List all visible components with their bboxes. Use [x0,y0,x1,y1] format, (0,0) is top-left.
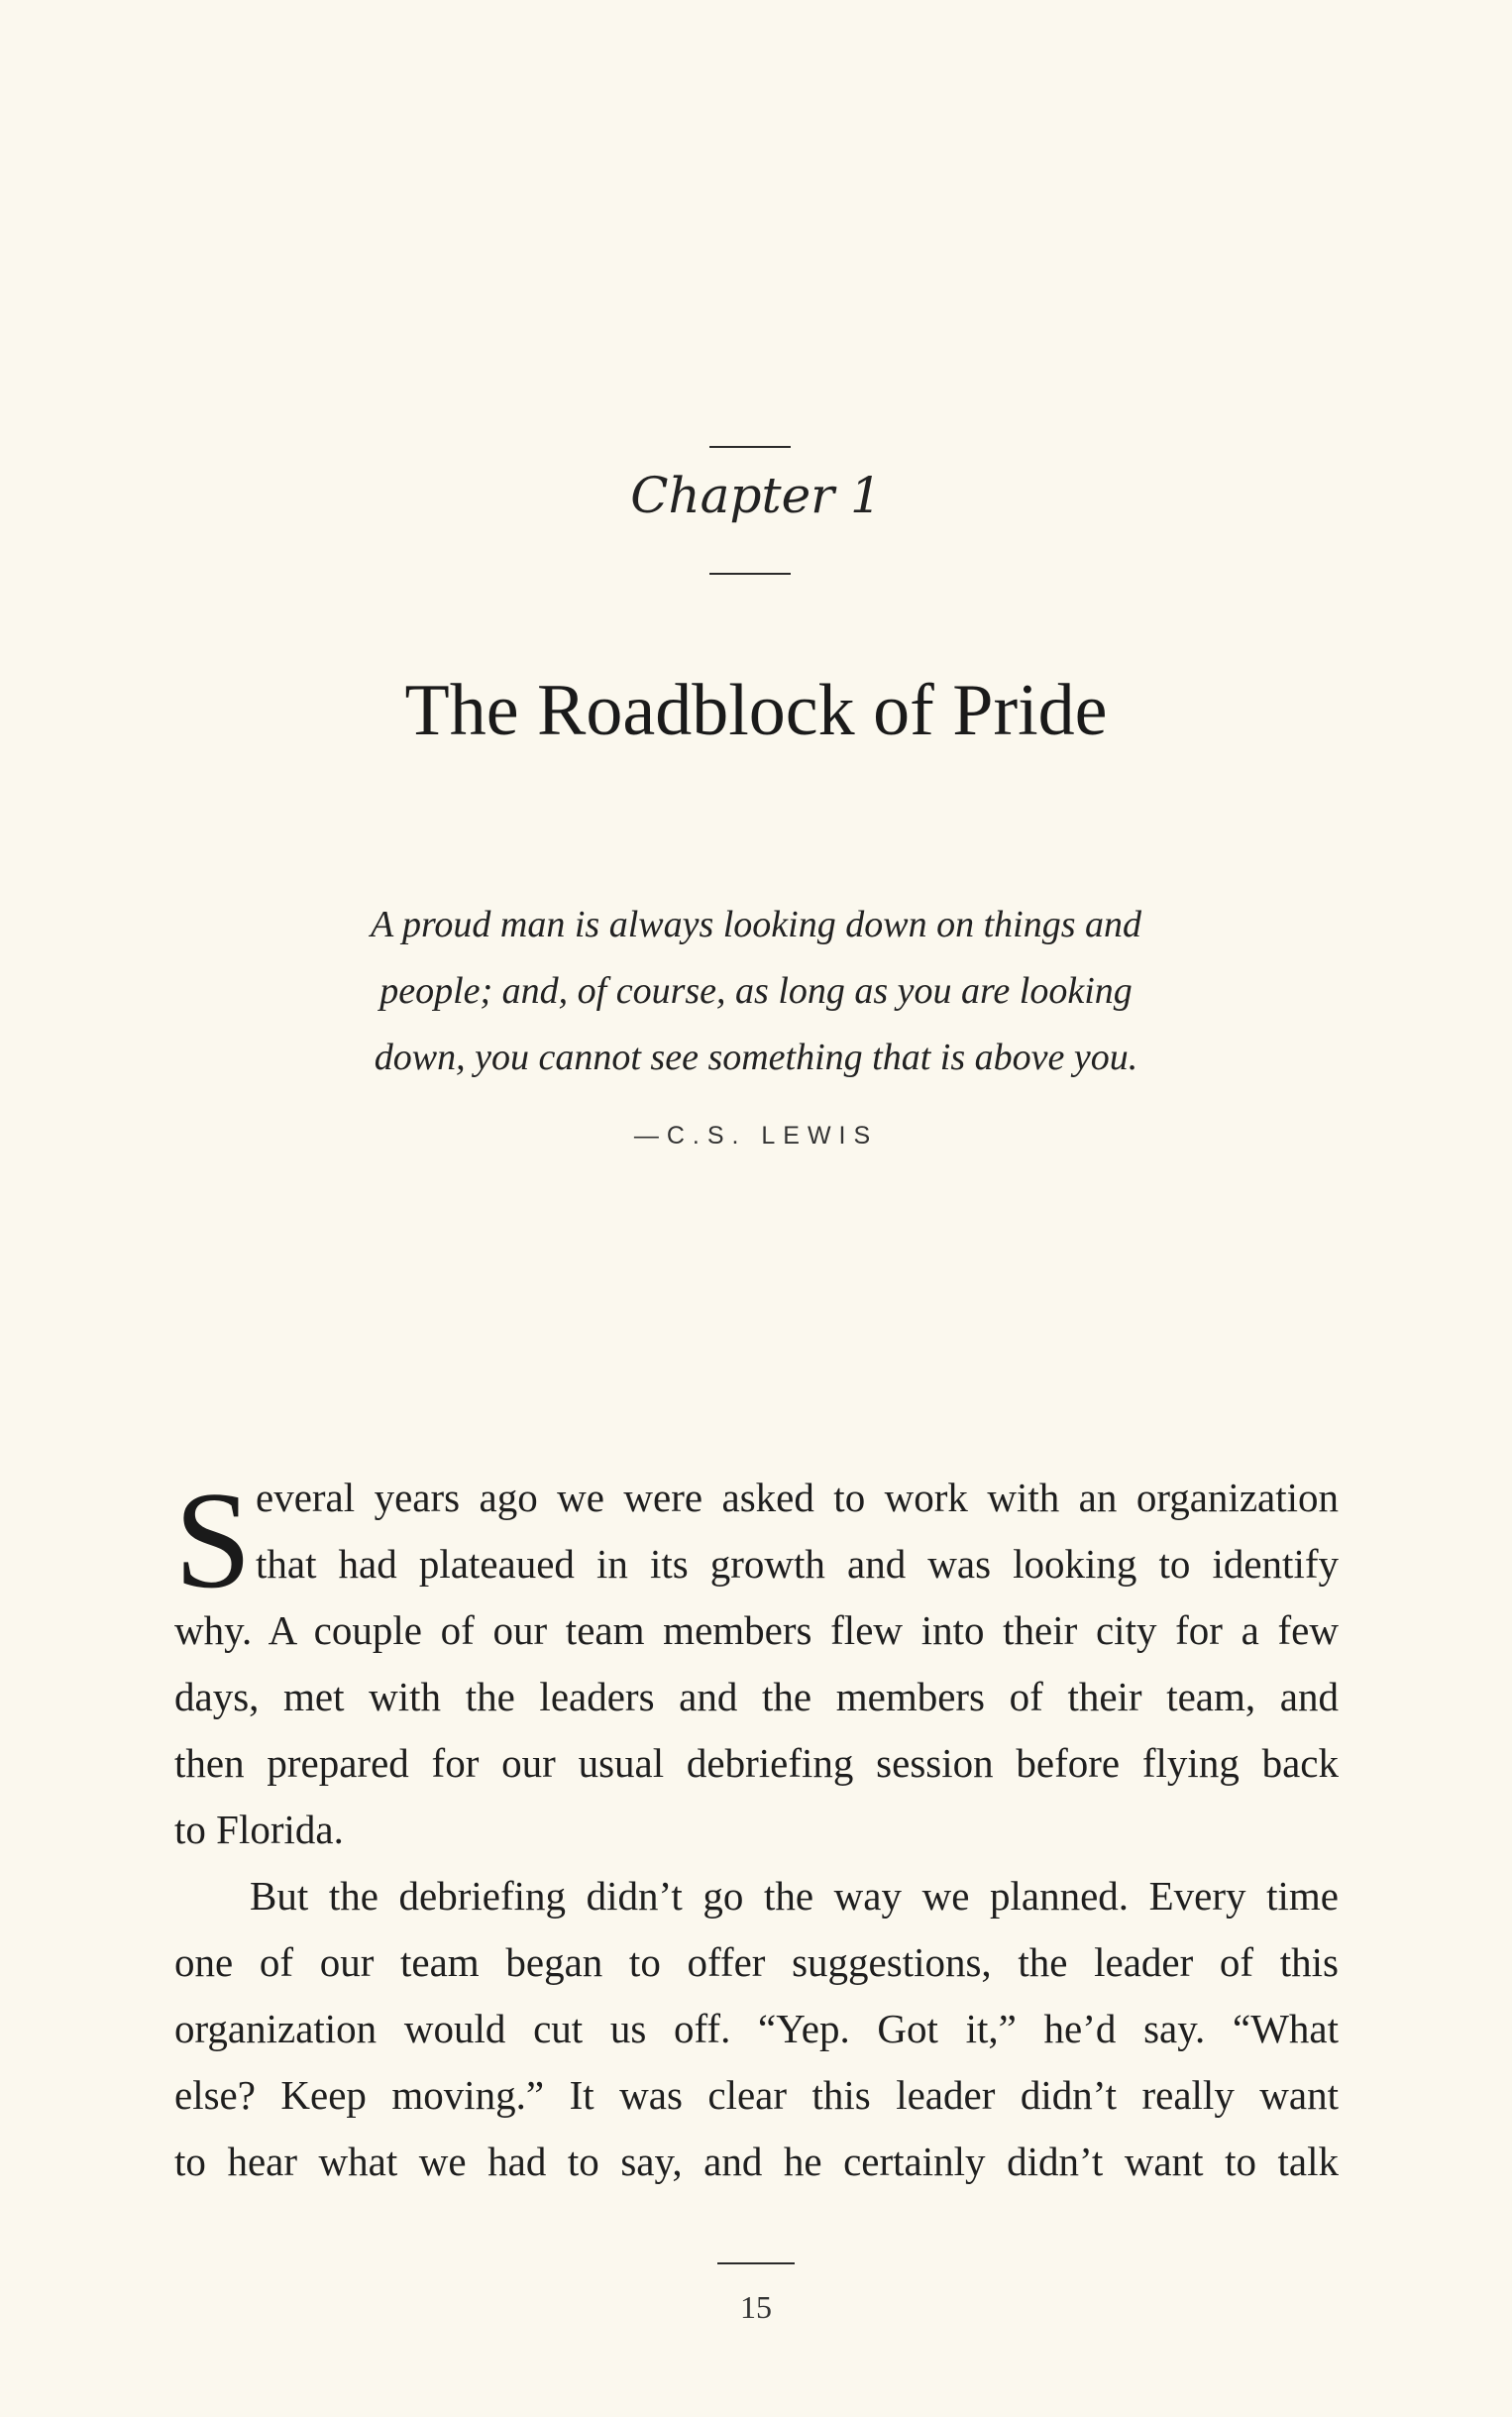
text-line: everal years ago we were asked to work with an organization [256,1475,1339,1520]
chapter-bottom-rule [709,573,791,575]
chapter-title: The Roadblock of Pride [404,670,1108,751]
epigraph-line: down, you cannot see something that is above you. [374,1037,1138,1078]
text-line: one of our team began to offer suggestions, the leader of this [174,1939,1339,1985]
text-line: But the debriefing didn’t go the way we planned. Every time [250,1873,1339,1919]
drop-cap: S [174,1464,252,1617]
epigraph-line: people; and, of course, as long as you are looking [379,970,1133,1012]
epigraph-quote [327,892,1185,1091]
text-line: to Florida. [174,1807,344,1852]
text-line: then prepared for our usual debriefing session before flying back [174,1740,1339,1786]
page-number: 15 [740,2289,772,2325]
body-text [174,1465,1339,2195]
text-line: else? Keep moving.” It was clear this leader didn’t really want [174,2072,1339,2118]
epigraph-line: A proud man is always looking down on things and [371,904,1141,945]
page-number-rule [717,2262,795,2264]
text-line: to hear what we had to say, and he certainly didn’t want to talk [174,2139,1339,2184]
text-line: organization would cut us off. “Yep. Got it,” he’d say. “What [174,2006,1339,2051]
chapter-top-rule [709,446,791,448]
text-line: that had plateaued in its growth and was looking to identify [256,1541,1339,1587]
text-line: why. A couple of our team members flew into their city for a few [174,1607,1339,1653]
chapter-label: Chapter 1 [630,467,882,524]
epigraph-attribution: —C.S. LEWIS [633,1122,879,1150]
text-line: days, met with the leaders and the members of their team, and [174,1674,1339,1719]
